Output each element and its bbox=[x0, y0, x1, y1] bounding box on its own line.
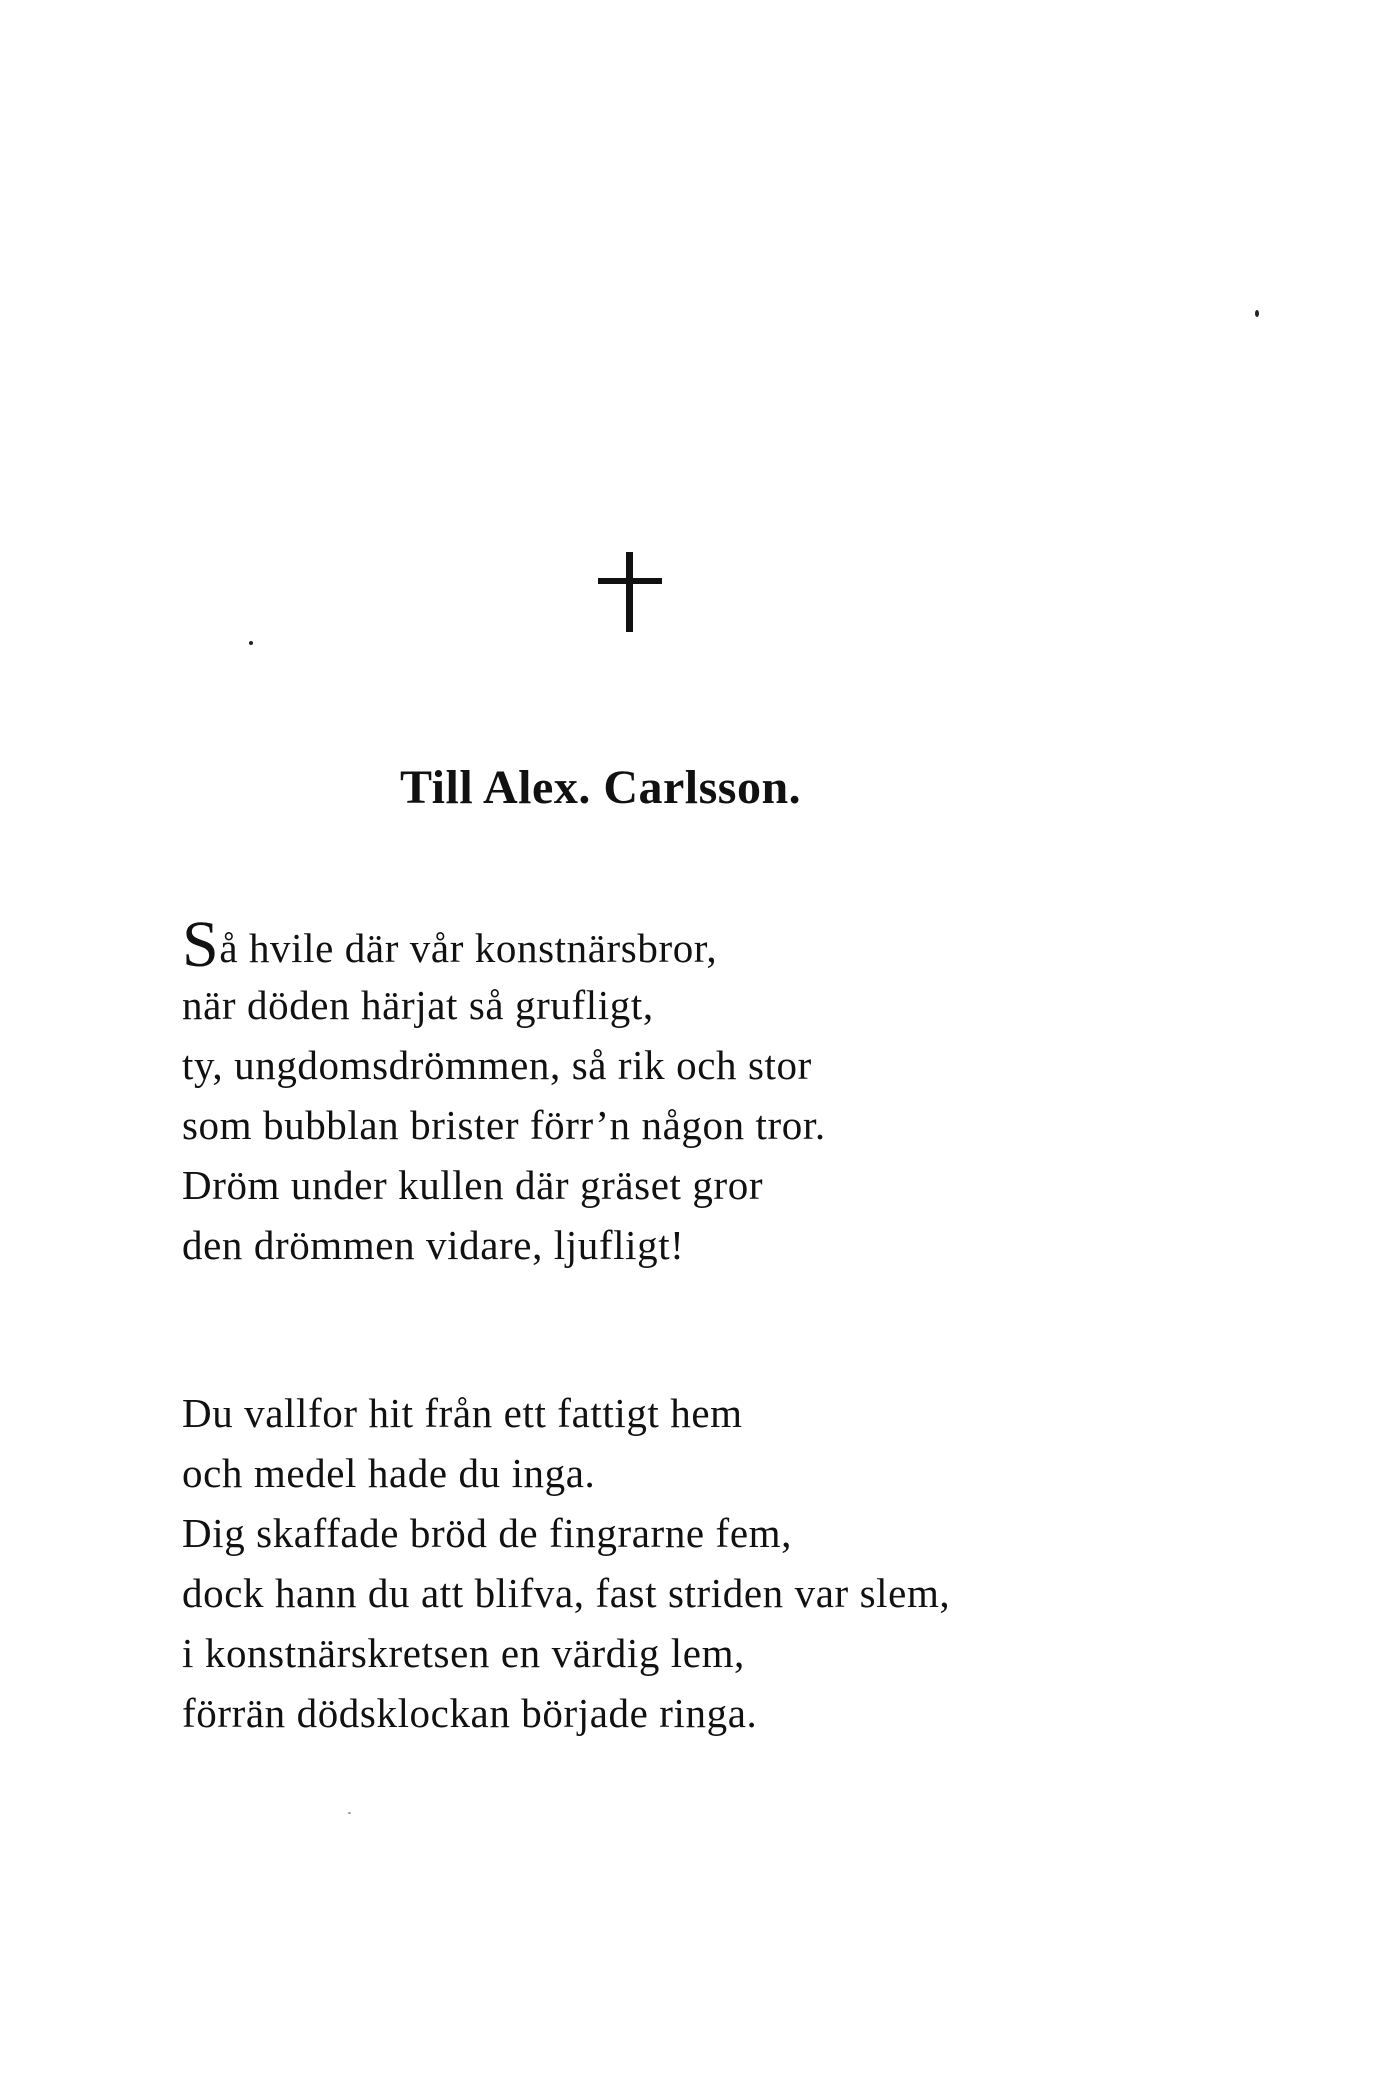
poem-line: dock hann du att blifva, fast striden var slem, bbox=[182, 1570, 951, 1616]
print-speck bbox=[249, 641, 253, 645]
poem-line: när döden härjat så grufligt, bbox=[182, 982, 654, 1028]
stanza-2 bbox=[182, 1383, 950, 1743]
poem-line: och medel hade du inga. bbox=[182, 1450, 596, 1496]
poem-line-text: å hvile där vår konstnärsbror, bbox=[219, 925, 718, 971]
stanza-1 bbox=[182, 908, 826, 1275]
poem-title: Till Alex. Carlsson. bbox=[400, 761, 802, 814]
poem-line: förrän dödsklockan började ringa. bbox=[182, 1690, 758, 1736]
print-speck bbox=[1255, 310, 1259, 317]
poem-line: som bubblan brister förr’n någon tror. bbox=[182, 1102, 826, 1148]
poem-line: Dröm under kullen där gräset gror bbox=[182, 1162, 764, 1208]
poem-line: i konstnärskretsen en värdig lem, bbox=[182, 1630, 745, 1676]
poem-line bbox=[182, 908, 826, 981]
poem-line: ty, ungdomsdrömmen, så rik och stor bbox=[182, 1042, 812, 1088]
poem-line: Dig skaffade bröd de fingrarne fem, bbox=[182, 1510, 792, 1556]
cross-ornament-icon bbox=[598, 552, 662, 632]
poem-line: den drömmen vidare, ljufligt! bbox=[182, 1222, 685, 1268]
drop-cap: S bbox=[182, 908, 220, 981]
cross-vertical-bar bbox=[626, 552, 633, 632]
print-speck bbox=[348, 1812, 351, 1814]
cross-horizontal-bar bbox=[598, 578, 662, 584]
poem-line: Du vallfor hit från ett fattigt hem bbox=[182, 1390, 743, 1436]
